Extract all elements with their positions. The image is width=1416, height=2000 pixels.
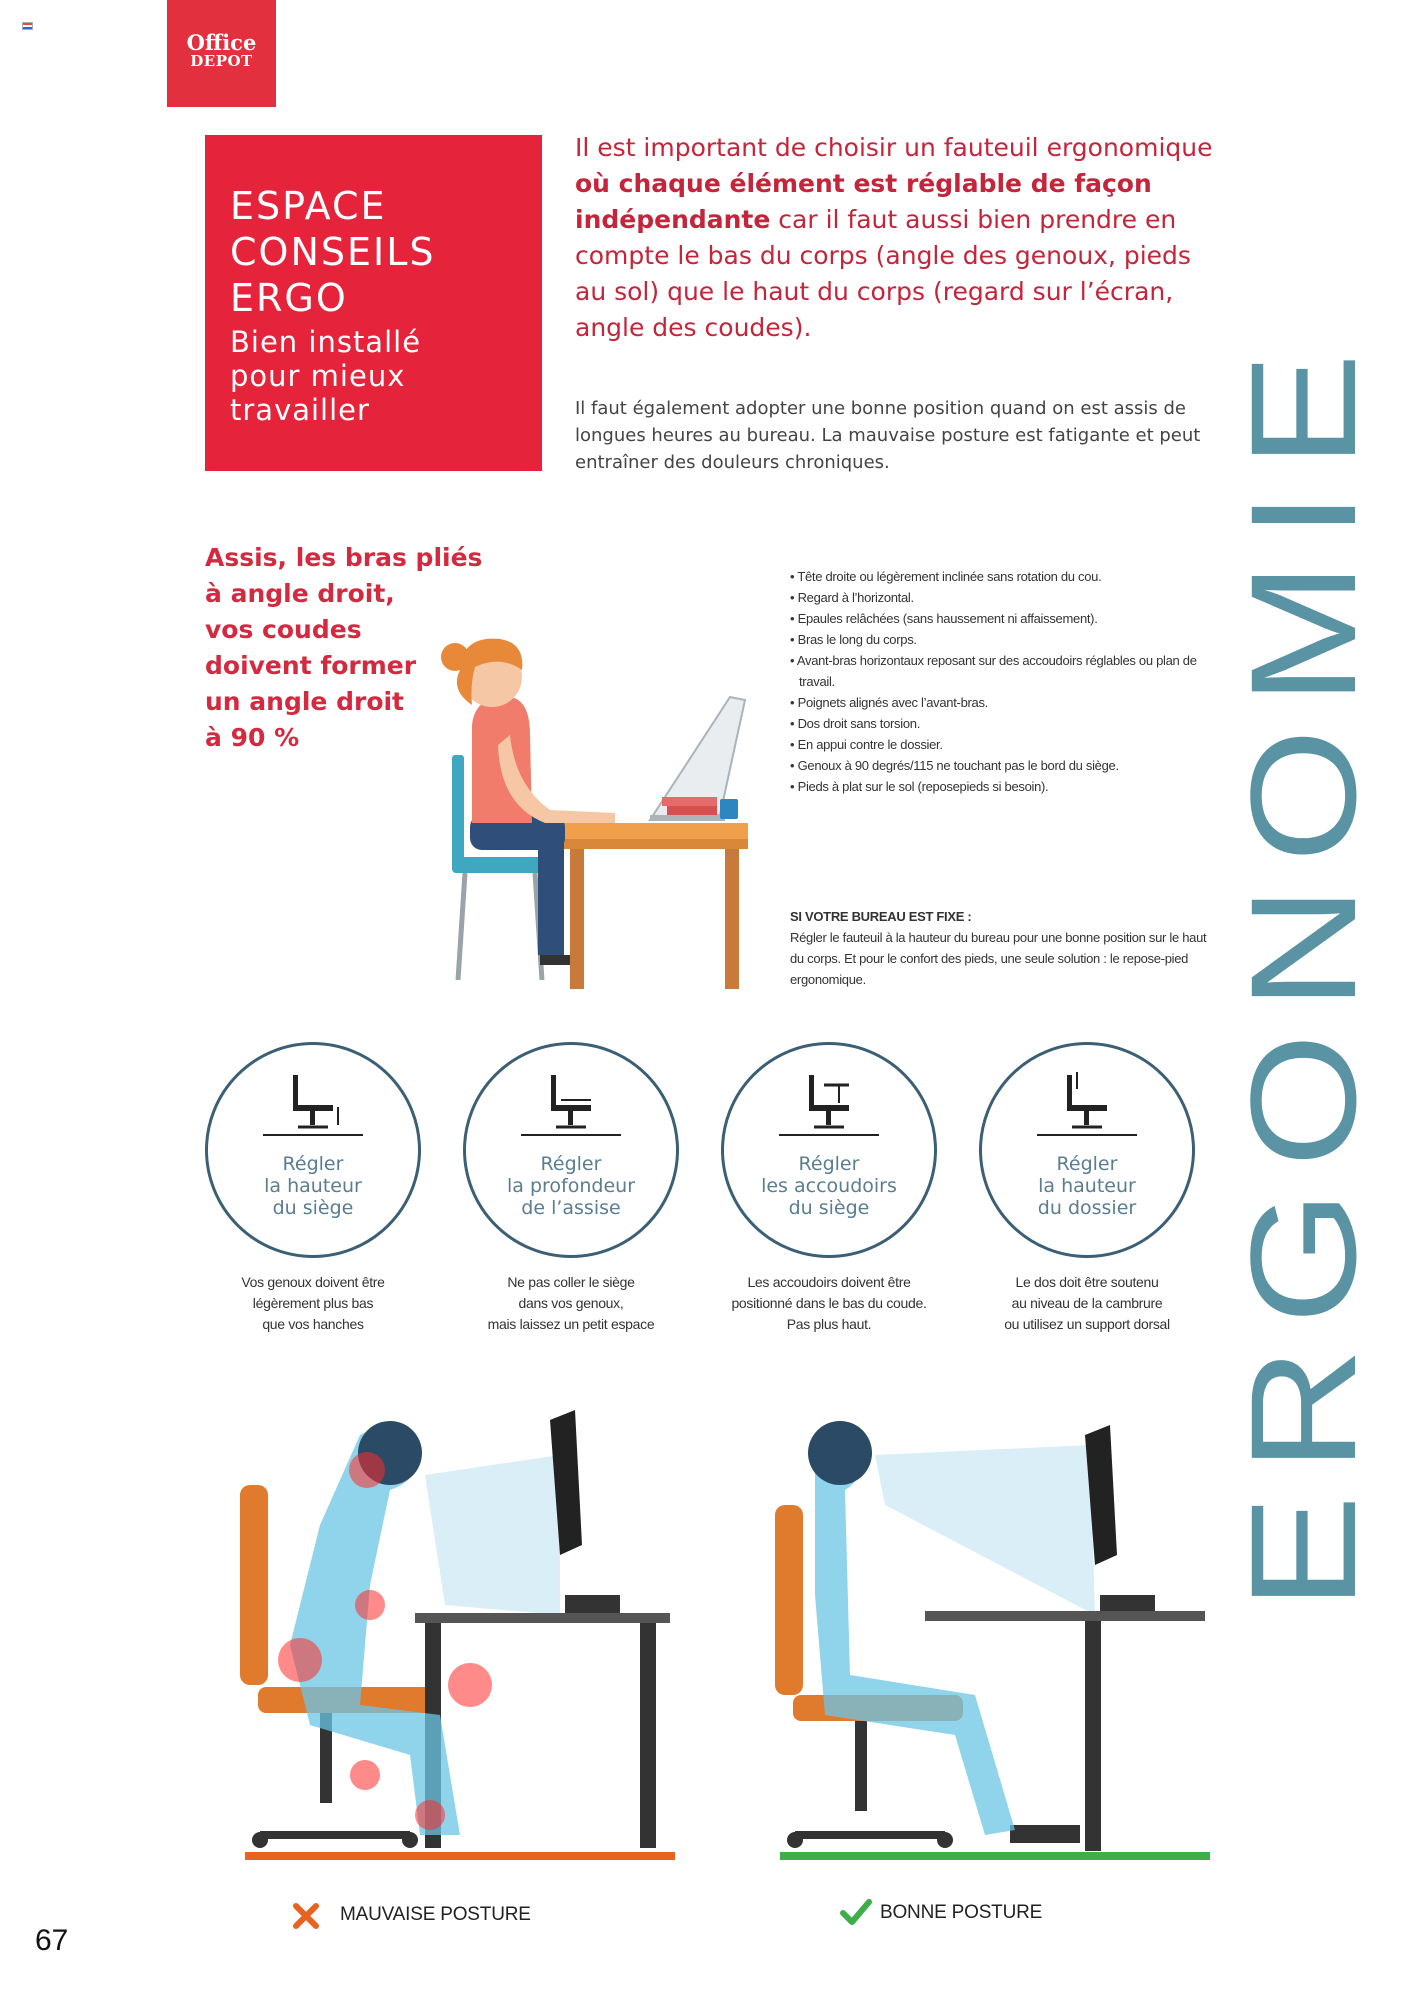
- language-flag-icon[interactable]: [22, 22, 33, 30]
- checklist-item: • Tête droite ou légèrement inclinée sans rotation du cou.: [790, 566, 1230, 587]
- checklist-item: • Avant-bras horizontaux reposant sur des accoudoirs réglables ou plan de travail.: [790, 650, 1230, 692]
- adjust-caption: Les accoudoirs doivent être positionné dans le bas du coude. Pas plus haut.: [731, 1274, 927, 1332]
- checklist-item: • Poignets alignés avec l’avant-bras.: [790, 692, 1230, 713]
- fixed-desk-text: Régler le fauteuil à la hauteur du bureau pour une bonne position sur le haut du corps. Et pour le confort des pieds, une seule solution : le repose-pied ergonomique.: [790, 930, 1207, 987]
- logo-line-2: DEPOT: [190, 52, 253, 70]
- adjust-label: Régler les accoudoirs du siège: [761, 1153, 897, 1219]
- ergonomie-vertical-title: ERGONOMIE: [1219, 496, 1387, 1610]
- adjust-label: Régler la hauteur du dossier: [1037, 1153, 1137, 1219]
- checklist-item: • En appui contre le dossier.: [790, 734, 1230, 755]
- section-subtitle: Bien installé pour mieux travailler: [230, 325, 422, 427]
- checklist-item: • Epaules relâchées (sans haussement ni affaissement).: [790, 608, 1230, 629]
- intro-secondary-paragraph: Il faut également adopter une bonne position quand on est assis de longues heures au bureau. La mauvaise posture est fatigante et peut entraîner des douleurs chroniques.: [575, 398, 1201, 473]
- adjust-caption: Vos genoux doivent être légèrement plus bas que vos hanches: [241, 1274, 385, 1332]
- checklist-item: • Regard à l’horizontal.: [790, 587, 1230, 608]
- ergonomie-vertical-title-container: [1219, 325, 1387, 1610]
- cross-icon: [292, 1902, 320, 1930]
- checklist-item: • Genoux à 90 degrés/115 ne touchant pas le bord du siège.: [790, 755, 1230, 776]
- intro-paragraph: [575, 130, 1215, 346]
- checklist-item: • Pieds à plat sur le sol (reposepieds si besoin).: [790, 776, 1230, 797]
- intro-part-2: car il faut aussi bien prendre en compte le bas du corps (angle des genoux, pieds au sol) que le haut du corps (regard sur l’écran, angle des coudes).: [575, 205, 1191, 342]
- chair-backrest-icon: [1037, 1067, 1137, 1137]
- espace-conseils-box: [205, 135, 542, 471]
- checklist-item: • Bras le long du corps.: [790, 629, 1230, 650]
- chair-armrest-icon: [779, 1067, 879, 1137]
- adjust-label: Régler la hauteur du siège: [264, 1153, 362, 1219]
- logo-line-1: Office: [186, 30, 257, 55]
- chair-depth-icon: [521, 1067, 621, 1137]
- chair-height-icon: [263, 1067, 363, 1137]
- checklist-item: • Dos droit sans torsion.: [790, 713, 1230, 734]
- bad-posture-label: MAUVAISE POSTURE: [340, 1904, 531, 1925]
- woman-at-desk-illustration: [430, 625, 760, 995]
- adjust-label: Régler la profondeur de l’assise: [507, 1153, 635, 1219]
- adjust-caption: Le dos doit être soutenu au niveau de la cambrure ou utilisez un support dorsal: [1004, 1274, 1170, 1332]
- intro-part-1: Il est important de choisir un fauteuil ergonomique: [575, 133, 1213, 162]
- good-posture-illustration: [755, 1395, 1235, 1870]
- good-posture-label: BONNE POSTURE: [880, 1902, 1043, 1923]
- section-title: ESPACE CONSEILS ERGO: [230, 184, 436, 320]
- checkmark-icon: [840, 1898, 872, 1926]
- adjust-caption: Ne pas coller le siège dans vos genoux, mais laissez un petit espace: [487, 1274, 655, 1332]
- adjust-seat-depth-circle: [463, 1042, 679, 1258]
- office-depot-logo: [167, 0, 276, 107]
- fixed-desk-tip: [790, 906, 1210, 990]
- intro-bold: où chaque élément est réglable de façon indépendante: [575, 169, 1152, 234]
- adjust-seat-height-circle: [205, 1042, 421, 1258]
- adjust-backrest-height-circle: [979, 1042, 1195, 1258]
- arms-angle-tip: Assis, les bras pliés à angle droit, vos coudes doivent former un angle droit à 90 %: [205, 543, 483, 752]
- fixed-desk-title: SI VOTRE BUREAU EST FIXE :: [790, 909, 972, 924]
- posture-checklist: [790, 566, 1230, 797]
- adjust-armrests-circle: [721, 1042, 937, 1258]
- page-number: 67: [35, 1924, 69, 1957]
- bad-posture-illustration: [220, 1395, 700, 1870]
